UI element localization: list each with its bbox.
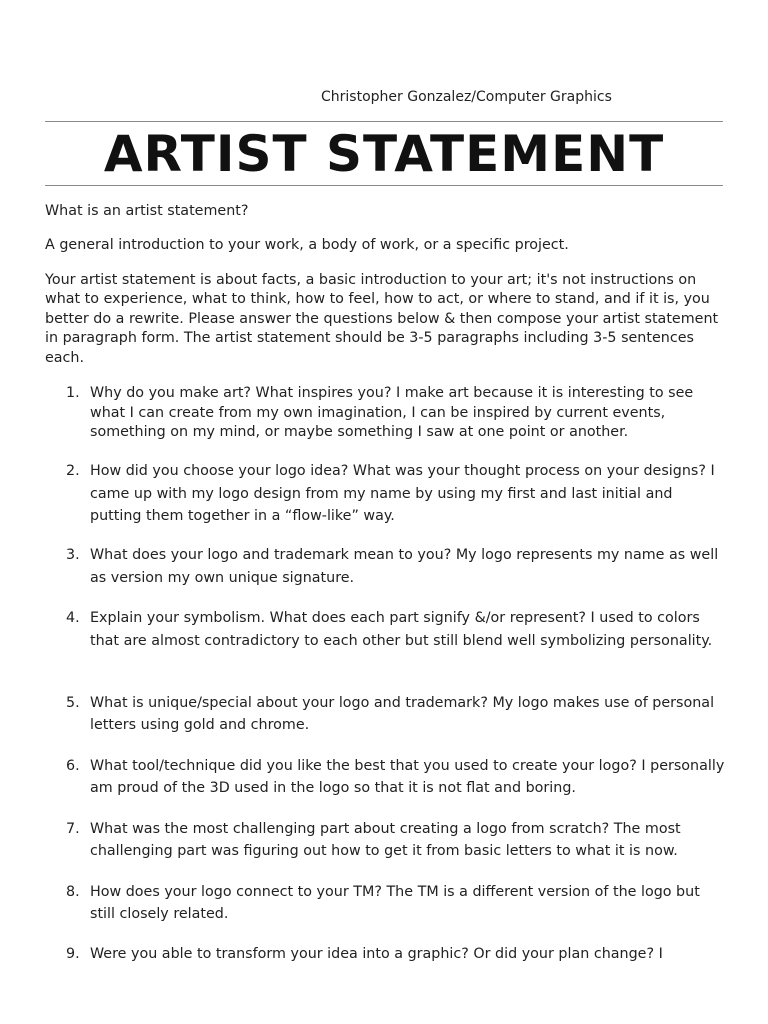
question-text: How did you choose your logo idea? What was your thought process on your designs? I came up with my logo design from my name by using my first and last initial and putting them together in a “flow-like” way. [90,463,715,524]
question-number: 1. [66,385,80,401]
question-text: What tool/technique did you like the best that you used to create your logo? I personally am proud of the 3D used in the logo so that it is not flat and boring. [90,758,725,796]
question-number: 8. [66,884,80,900]
question-number: 4. [66,610,80,626]
question-number: 3. [66,547,80,563]
page-title: ARTIST STATEMENT [103,125,665,183]
top-rule [45,121,723,122]
question-number: 5. [66,695,80,711]
question-text: Explain your symbolism. What does each part signify &/or represent? I used to colors that are almost contradictory to each other but still blend well symbolizing personality. [90,610,713,649]
question-text: How does your logo connect to your TM? The TM is a different version of the logo but still closely related. [90,884,700,922]
question-text: What was the most challenging part about creating a logo from scratch? The most challenging part was figuring out how to get it from basic letters to what it is now. [90,821,681,859]
question-text: Why do you make art? What inspires you? I make art because it is interesting to see what I can create from my own imagination, I can be inspired by current events, something on my mind, or maybe something I saw at one point or another. [90,385,694,440]
intro-instructions: Your artist statement is about facts, a basic introduction to your art; it's not instructions on what to experience, what to think, how to feel, how to act, or where to stand, and if it is, you better do a rewrite. Please answer the questions below & then compose your artist statement in paragraph form. The artist statement should be 3-5 paragraphs including 3-5 sentences each. [45,272,719,366]
question-text: Were you able to transform your idea into a graphic? Or did your plan change? I [90,946,663,962]
question-number: 6. [66,758,80,774]
intro-question: What is an artist statement? [45,203,249,219]
question-text: What is unique/special about your logo and trademark? My logo makes use of personal letters using gold and chrome. [90,695,715,733]
question-number: 9. [66,946,80,962]
question-number: 7. [66,821,80,837]
intro-definition: A general introduction to your work, a body of work, or a specific project. [45,237,569,253]
bottom-rule [45,185,723,186]
question-text: What does your logo and trademark mean to you? My logo represents my name as well as version my own unique signature. [90,547,719,586]
question-number: 2. [66,463,80,479]
author-line: Christopher Gonzalez/Computer Graphics [321,89,612,105]
